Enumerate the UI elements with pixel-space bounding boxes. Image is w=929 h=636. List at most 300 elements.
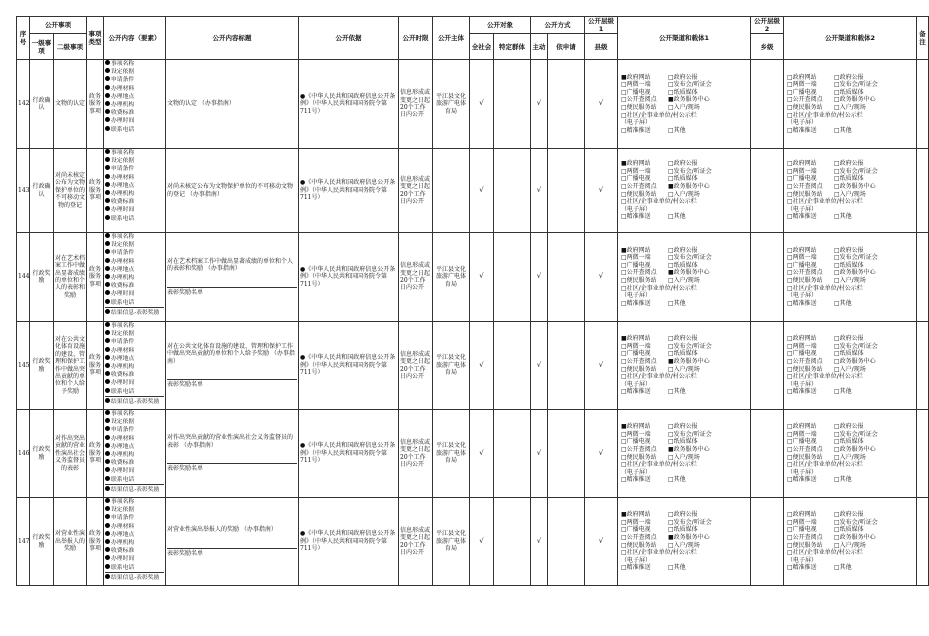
channel-option[interactable]: □发布会/听证会 bbox=[668, 254, 712, 262]
channel-option[interactable]: □便民服务站 bbox=[621, 541, 657, 549]
element-label: 办理材料 bbox=[111, 523, 135, 530]
channel-option[interactable]: □政府网站 bbox=[787, 246, 817, 254]
check-on-request bbox=[548, 410, 585, 498]
element-label: 办理材料 bbox=[111, 347, 135, 354]
channel-option[interactable]: □发布会/听证会 bbox=[668, 167, 712, 175]
channel-option[interactable]: □两微一端 bbox=[621, 430, 651, 438]
channel-option[interactable]: □其他 bbox=[834, 299, 852, 307]
channel-line bbox=[787, 335, 915, 343]
channel-option[interactable]: □其他 bbox=[834, 388, 852, 396]
element-item bbox=[105, 85, 164, 93]
bullet-icon bbox=[105, 426, 110, 431]
channel-option[interactable]: □政府公报 bbox=[668, 160, 698, 168]
channel-option[interactable]: □公开查阅点 bbox=[787, 269, 823, 277]
channel-option[interactable]: □公开查阅点 bbox=[787, 96, 823, 104]
channel-option[interactable]: □社区/企事业单位/村公示栏 bbox=[787, 284, 863, 292]
channel-option[interactable]: □纸质媒体 bbox=[668, 350, 698, 358]
element-item bbox=[105, 126, 164, 134]
channel-option[interactable]: □精准推送 bbox=[621, 476, 651, 484]
channel-option[interactable]: □纸质媒体 bbox=[668, 438, 698, 446]
channel-option[interactable]: □入户/现场 bbox=[668, 453, 700, 461]
channel-line bbox=[787, 277, 915, 285]
bullet-icon bbox=[105, 398, 110, 403]
channel-option[interactable]: □两微一端 bbox=[621, 81, 651, 89]
channel-option[interactable]: □其他 bbox=[834, 213, 852, 221]
channel-option[interactable]: □便民服务站 bbox=[787, 190, 823, 198]
channel-option[interactable]: □公开查阅点 bbox=[621, 96, 657, 104]
channel-option[interactable]: ■政府网站 bbox=[621, 73, 651, 81]
element-item bbox=[105, 426, 164, 434]
channel-line bbox=[621, 526, 749, 534]
channel-line bbox=[787, 476, 915, 484]
table-row bbox=[17, 410, 929, 498]
channel-list bbox=[618, 322, 751, 410]
channel-option[interactable]: □精准推送 bbox=[621, 126, 651, 134]
disclosure-basis: ●《中华人民共和国政府信息公开条例》（中华人民共和国国务院令第711号） bbox=[299, 233, 399, 322]
remark bbox=[917, 60, 929, 149]
header-title: 公开内容标题 bbox=[166, 17, 299, 60]
channel-list bbox=[784, 233, 917, 322]
element-item bbox=[105, 233, 164, 241]
channel-option[interactable]: □纸质媒体 bbox=[668, 175, 698, 183]
channel-option[interactable]: ■政务服务中心 bbox=[668, 445, 710, 453]
channel-option[interactable]: □入户/现场 bbox=[834, 453, 866, 461]
channel-line bbox=[621, 119, 749, 127]
channel-line bbox=[621, 423, 749, 431]
channel-option[interactable]: □便民服务站 bbox=[787, 541, 823, 549]
channel-option[interactable]: □精准推送 bbox=[621, 564, 651, 572]
row-number: 144 bbox=[17, 233, 30, 322]
disclosure-time: 信息形成或变更之日起20个工作日内公开 bbox=[399, 60, 433, 149]
channel-option[interactable]: □纸质媒体 bbox=[834, 261, 864, 269]
channel-option[interactable]: ■政府网站 bbox=[621, 160, 651, 168]
bullet-icon bbox=[105, 523, 110, 528]
channel-option[interactable]: ■政府网站 bbox=[621, 511, 651, 519]
check-county: √ bbox=[585, 149, 618, 233]
channel-option[interactable]: □便民服务站 bbox=[621, 453, 657, 461]
level1-matter: 行政确认 bbox=[30, 60, 54, 149]
channel-option[interactable]: □政府公报 bbox=[834, 246, 864, 254]
header-township: 乡级 bbox=[751, 34, 784, 60]
check-specific bbox=[494, 60, 531, 149]
channel-option[interactable]: □发布会/听证会 bbox=[668, 518, 712, 526]
channel-option[interactable]: □两微一端 bbox=[787, 342, 817, 350]
element-item bbox=[105, 531, 164, 539]
channel-line bbox=[787, 127, 915, 135]
channel-option[interactable]: □公开查阅点 bbox=[621, 182, 657, 190]
channel-option[interactable]: ■政务服务中心 bbox=[668, 533, 710, 541]
channel-option[interactable]: □社区/企事业单位/村公示栏 bbox=[787, 373, 863, 381]
level1-matter: 行政奖励 bbox=[30, 322, 54, 410]
channel-option[interactable]: □广播电视 bbox=[621, 526, 651, 534]
channel-option[interactable]: □入户/现场 bbox=[834, 365, 866, 373]
channel-option[interactable]: （电子屏） bbox=[787, 292, 818, 300]
channel-option[interactable]: □两微一端 bbox=[621, 342, 651, 350]
element-item bbox=[105, 539, 164, 547]
channel-option[interactable]: □社区/企事业单位/村公示栏 bbox=[621, 373, 697, 381]
channel-option[interactable]: □两微一端 bbox=[787, 81, 817, 89]
element-item bbox=[105, 182, 164, 190]
element-item bbox=[105, 322, 164, 330]
element-item bbox=[105, 379, 164, 387]
channel-option[interactable]: □精准推送 bbox=[621, 388, 651, 396]
element-item bbox=[105, 355, 164, 363]
check-on-request bbox=[548, 498, 585, 586]
channel-option[interactable]: ■政务服务中心 bbox=[668, 269, 710, 277]
check-township bbox=[751, 233, 784, 322]
channel-option[interactable]: □政府网站 bbox=[787, 511, 817, 519]
channel-option[interactable]: □精准推送 bbox=[787, 388, 817, 396]
element-label: 办理时间 bbox=[111, 207, 135, 214]
channel-option[interactable]: □其他 bbox=[668, 476, 686, 484]
channel-option[interactable]: □两微一端 bbox=[621, 518, 651, 526]
channel-option[interactable]: □纸质媒体 bbox=[668, 261, 698, 269]
channel-option[interactable]: □公开查阅点 bbox=[787, 357, 823, 365]
channel-option[interactable]: ■政务服务中心 bbox=[668, 182, 710, 190]
element-item bbox=[105, 190, 164, 198]
element-label: 设定依据 bbox=[111, 158, 135, 165]
element-item bbox=[105, 459, 164, 467]
channel-option[interactable]: □广播电视 bbox=[787, 526, 817, 534]
channel-option[interactable]: □发布会/听证会 bbox=[668, 342, 712, 350]
channel-option[interactable]: □便民服务站 bbox=[787, 104, 823, 111]
header-method: 公开方式 bbox=[531, 17, 585, 34]
channel-option[interactable]: □政务服务中心 bbox=[834, 445, 876, 453]
element-label: 办理地点 bbox=[111, 93, 135, 100]
content-title bbox=[166, 149, 299, 233]
channel-option[interactable]: □其他 bbox=[668, 126, 686, 134]
level1-matter: 行政奖励 bbox=[30, 498, 54, 586]
channel-option[interactable]: □公开查阅点 bbox=[621, 357, 657, 365]
channel-option[interactable]: □入户/现场 bbox=[668, 277, 700, 284]
channel-line bbox=[787, 534, 915, 542]
channel-option[interactable]: □社区/企事业单位/村公示栏 bbox=[787, 461, 863, 469]
bullet-icon bbox=[105, 299, 110, 304]
channel-option[interactable]: □广播电视 bbox=[787, 261, 817, 269]
channel-option[interactable]: □纸质媒体 bbox=[834, 350, 864, 358]
channel-option[interactable]: ■政府网站 bbox=[621, 246, 651, 254]
channel-line bbox=[787, 191, 915, 199]
channel-list bbox=[784, 410, 917, 498]
channel-option[interactable]: □公开查阅点 bbox=[787, 445, 823, 453]
channel-line bbox=[787, 564, 915, 572]
channel-option[interactable]: □两微一端 bbox=[787, 430, 817, 438]
channel-option[interactable]: □政府公报 bbox=[668, 246, 698, 254]
channel-option[interactable]: □发布会/听证会 bbox=[834, 518, 878, 526]
channel-option[interactable]: □便民服务站 bbox=[787, 365, 823, 373]
element-label: 申请条件 bbox=[111, 515, 135, 522]
element-label: 办理地点 bbox=[111, 355, 135, 362]
channel-option[interactable]: □公开查阅点 bbox=[621, 533, 657, 541]
channel-option[interactable]: □纸质媒体 bbox=[834, 88, 864, 96]
row-number: 143 bbox=[17, 149, 30, 233]
channel-option[interactable]: ■政府网站 bbox=[621, 335, 651, 343]
channel-option[interactable]: □政府公报 bbox=[668, 511, 698, 519]
channel-option[interactable]: □广播电视 bbox=[621, 175, 651, 183]
channel-option[interactable]: □精准推送 bbox=[787, 213, 817, 221]
channel-option[interactable]: □精准推送 bbox=[621, 213, 651, 221]
element-label: 联系电话 bbox=[111, 215, 135, 222]
channel-option[interactable]: □纸质媒体 bbox=[668, 88, 698, 96]
channel-option[interactable]: □发布会/听证会 bbox=[834, 167, 878, 175]
check-specific bbox=[494, 498, 531, 586]
element-label: 办理材料 bbox=[111, 174, 135, 181]
channel-option[interactable]: □便民服务站 bbox=[621, 365, 657, 373]
element-label: 事项名称 bbox=[111, 150, 135, 156]
channel-option[interactable]: □精准推送 bbox=[621, 299, 651, 307]
channel-option[interactable]: □其他 bbox=[834, 564, 852, 572]
channel-option[interactable]: □政务服务中心 bbox=[834, 96, 876, 104]
check-specific bbox=[494, 233, 531, 322]
channel-option[interactable]: □政务服务中心 bbox=[834, 357, 876, 365]
element-label: 办理时间 bbox=[111, 118, 135, 125]
channel-option[interactable]: ■政务服务中心 bbox=[668, 357, 710, 365]
channel-option[interactable]: □广播电视 bbox=[787, 88, 817, 96]
channel-option[interactable]: □政府网站 bbox=[787, 160, 817, 168]
channel-option[interactable]: □发布会/听证会 bbox=[668, 81, 712, 89]
channel-option[interactable]: □其他 bbox=[834, 126, 852, 134]
channel-option[interactable]: （电子屏） bbox=[621, 556, 652, 564]
content-title-main: 对营业性演出举报人的奖励 （办事指南） bbox=[167, 526, 277, 534]
channel-option[interactable]: □政府公报 bbox=[668, 335, 698, 343]
channel-option[interactable]: （电子屏） bbox=[621, 292, 652, 300]
channel-line bbox=[621, 366, 749, 374]
channel-option[interactable]: ■政务服务中心 bbox=[668, 96, 710, 104]
channel-option[interactable]: □政府公报 bbox=[668, 423, 698, 431]
content-title-main: 对尚未核定公布为文物保护单位的不可移动文物的登记 （办事指南） bbox=[167, 183, 294, 198]
element-item bbox=[105, 371, 164, 379]
bullet-icon bbox=[105, 443, 110, 448]
channel-option[interactable]: □入户/现场 bbox=[834, 104, 866, 111]
channel-line bbox=[621, 549, 749, 557]
bullet-icon bbox=[105, 322, 110, 327]
element-label: 申请条件 bbox=[111, 77, 135, 84]
channel-option[interactable]: □广播电视 bbox=[621, 261, 651, 269]
channel-line bbox=[621, 350, 749, 358]
channel-option[interactable]: □入户/现场 bbox=[668, 541, 700, 549]
check-active: √ bbox=[531, 60, 548, 149]
channel-option[interactable]: （电子屏） bbox=[621, 119, 652, 127]
channel-option[interactable]: □公开查阅点 bbox=[787, 533, 823, 541]
channel-option[interactable]: □政府网站 bbox=[787, 335, 817, 343]
element-item bbox=[105, 514, 164, 522]
element-item bbox=[105, 467, 164, 475]
channel-option[interactable]: □其他 bbox=[668, 388, 686, 396]
channel-option[interactable]: □广播电视 bbox=[621, 88, 651, 96]
element-label: 办理地点 bbox=[111, 266, 135, 273]
matter-type: 政务服务事项 bbox=[87, 233, 104, 322]
channel-option[interactable]: □入户/现场 bbox=[668, 190, 700, 198]
channel-option[interactable]: □便民服务站 bbox=[621, 104, 657, 111]
header-elements: 公开内容（要素） bbox=[104, 17, 166, 60]
channel-option[interactable]: □政府公报 bbox=[834, 160, 864, 168]
channel-line bbox=[787, 454, 915, 462]
channel-option[interactable]: □社区/企事业单位/村公示栏 bbox=[621, 461, 697, 469]
channel-option[interactable]: □纸质媒体 bbox=[834, 438, 864, 446]
element-label: 收费标准 bbox=[111, 460, 135, 467]
element-label: 办理时间 bbox=[111, 468, 135, 475]
channel-option[interactable]: □广播电视 bbox=[621, 438, 651, 446]
level2-matter: 对在公共文化体育设施的建设、管理和保护工作中做出突出贡献的单位和个人给予奖励 bbox=[54, 322, 87, 410]
channel-option[interactable]: □政务服务中心 bbox=[834, 533, 876, 541]
channel-line bbox=[787, 423, 915, 431]
channel-option[interactable]: □发布会/听证会 bbox=[834, 430, 878, 438]
channel-option[interactable]: （电子屏） bbox=[621, 380, 652, 388]
channel-option[interactable]: □入户/现场 bbox=[834, 541, 866, 549]
element-item bbox=[105, 117, 164, 125]
channel-option[interactable]: □便民服务站 bbox=[787, 277, 823, 284]
element-item bbox=[105, 101, 164, 109]
channel-option[interactable]: □社区/企事业单位/村公示栏 bbox=[621, 198, 697, 206]
level1-matter: 行政确认 bbox=[30, 149, 54, 233]
channel-option[interactable]: □政府公报 bbox=[668, 73, 698, 81]
channel-option[interactable]: （电子屏） bbox=[787, 119, 818, 127]
channel-line bbox=[621, 454, 749, 462]
check-active: √ bbox=[531, 322, 548, 410]
channel-option[interactable]: □纸质媒体 bbox=[834, 526, 864, 534]
bullet-icon bbox=[105, 126, 110, 131]
channel-option[interactable]: □公开查阅点 bbox=[621, 269, 657, 277]
channel-option[interactable]: □发布会/听证会 bbox=[834, 342, 878, 350]
channel-line bbox=[621, 183, 749, 191]
channel-line bbox=[621, 438, 749, 446]
disclosure-basis: ●《中华人民共和国政府信息公开条例》（中华人民共和国国务院令第711号） bbox=[299, 322, 399, 410]
channel-option[interactable]: □社区/企事业单位/村公示栏 bbox=[787, 198, 863, 206]
channel-option[interactable]: （电子屏） bbox=[621, 205, 652, 213]
channel-option[interactable]: □政府公报 bbox=[834, 335, 864, 343]
channel-option[interactable]: □政府网站 bbox=[787, 423, 817, 431]
channel-option[interactable]: □两微一端 bbox=[787, 518, 817, 526]
bullet-icon bbox=[105, 101, 110, 106]
channel-option[interactable]: □其他 bbox=[668, 213, 686, 221]
channel-line bbox=[787, 511, 915, 519]
channel-line bbox=[621, 191, 749, 199]
check-active: √ bbox=[531, 410, 548, 498]
channel-option[interactable]: □精准推送 bbox=[787, 476, 817, 484]
channel-option[interactable]: □社区/企事业单位/村公示栏 bbox=[621, 549, 697, 557]
channel-option[interactable]: □广播电视 bbox=[621, 350, 651, 358]
channel-option[interactable]: （电子屏） bbox=[787, 205, 818, 213]
channel-line bbox=[787, 269, 915, 277]
channel-option[interactable]: □政务服务中心 bbox=[834, 182, 876, 190]
element-item bbox=[105, 410, 164, 418]
element-list bbox=[104, 149, 166, 233]
channel-list bbox=[618, 60, 751, 149]
channel-option[interactable]: □两微一端 bbox=[621, 167, 651, 175]
channel-option[interactable]: □公开查阅点 bbox=[621, 445, 657, 453]
channel-option[interactable]: □政府公报 bbox=[834, 511, 864, 519]
channel-line bbox=[621, 269, 749, 277]
channel-option[interactable]: □两微一端 bbox=[787, 254, 817, 262]
channel-list bbox=[784, 322, 917, 410]
element-item bbox=[105, 363, 164, 371]
element-label: 收费标准 bbox=[111, 110, 135, 117]
channel-option[interactable]: □政务服务中心 bbox=[834, 269, 876, 277]
channel-line bbox=[621, 300, 749, 308]
channel-option[interactable]: □精准推送 bbox=[787, 564, 817, 572]
channel-option[interactable]: □便民服务站 bbox=[621, 190, 657, 198]
channel-option[interactable]: □纸质媒体 bbox=[668, 526, 698, 534]
channel-option[interactable]: □两微一端 bbox=[621, 254, 651, 262]
channel-option[interactable]: □政府网站 bbox=[787, 73, 817, 81]
check-all-society: √ bbox=[470, 149, 494, 233]
channel-option[interactable]: □广播电视 bbox=[787, 350, 817, 358]
channel-option[interactable]: □精准推送 bbox=[787, 126, 817, 134]
channel-option[interactable]: □发布会/听证会 bbox=[834, 254, 878, 262]
channel-option[interactable]: □社区/企事业单位/村公示栏 bbox=[787, 549, 863, 557]
element-item bbox=[105, 330, 164, 338]
row-number: 142 bbox=[17, 60, 30, 149]
channel-option[interactable]: □便民服务站 bbox=[787, 453, 823, 461]
channel-option[interactable]: □政府公报 bbox=[834, 73, 864, 81]
element-item bbox=[105, 274, 164, 282]
bullet-icon bbox=[105, 564, 110, 569]
channel-option[interactable]: □公开查阅点 bbox=[787, 182, 823, 190]
channel-option[interactable]: （电子屏） bbox=[621, 468, 652, 476]
bullet-icon bbox=[105, 282, 110, 287]
channel-option[interactable]: （电子屏） bbox=[787, 556, 818, 564]
bullet-icon bbox=[105, 363, 110, 368]
check-township bbox=[751, 410, 784, 498]
element-label: 设定依据 bbox=[111, 242, 135, 249]
channel-option[interactable]: □精准推送 bbox=[787, 299, 817, 307]
channel-option[interactable]: □广播电视 bbox=[787, 438, 817, 446]
element-item bbox=[105, 258, 164, 266]
channel-option[interactable]: □入户/现场 bbox=[834, 277, 866, 284]
channel-option[interactable]: □入户/现场 bbox=[668, 365, 700, 373]
channel-option[interactable]: （电子屏） bbox=[787, 468, 818, 476]
bullet-icon bbox=[105, 290, 110, 295]
level2-matter: 对在艺术档案工作中做出显著成绩的单位和个人的表彰和奖励 bbox=[54, 233, 87, 322]
channel-option[interactable]: □入户/现场 bbox=[834, 190, 866, 198]
bullet-icon bbox=[105, 157, 110, 162]
element-label: 收费标准 bbox=[111, 548, 135, 555]
channel-list bbox=[618, 149, 751, 233]
channel-option[interactable]: □纸质媒体 bbox=[834, 175, 864, 183]
channel-option[interactable]: □其他 bbox=[668, 299, 686, 307]
channel-option[interactable]: □其他 bbox=[668, 564, 686, 572]
bullet-icon bbox=[105, 531, 110, 536]
bullet-icon bbox=[105, 498, 110, 503]
channel-option[interactable]: □社区/企事业单位/村公示栏 bbox=[787, 111, 863, 119]
channel-option[interactable]: □广播电视 bbox=[787, 175, 817, 183]
channel-option[interactable]: □发布会/听证会 bbox=[668, 430, 712, 438]
channel-option[interactable]: □两微一端 bbox=[787, 167, 817, 175]
channel-option[interactable]: □社区/企事业单位/村公示栏 bbox=[621, 284, 697, 292]
bullet-icon bbox=[105, 68, 110, 73]
bullet-icon bbox=[105, 76, 110, 81]
channel-line bbox=[621, 213, 749, 221]
level2-matter: 对营业性演出举报人的奖励 bbox=[54, 498, 87, 586]
channel-option[interactable]: □入户/现场 bbox=[668, 104, 700, 111]
disclosure-time: 信息形成或变更之日起20个工作日内公开 bbox=[399, 233, 433, 322]
element-label: 申请条件 bbox=[111, 166, 135, 173]
channel-option[interactable]: □政府公报 bbox=[834, 423, 864, 431]
element-item bbox=[105, 282, 164, 290]
channel-option[interactable]: □其他 bbox=[834, 476, 852, 484]
channel-option[interactable]: □便民服务站 bbox=[621, 277, 657, 284]
channel-option[interactable]: ■政府网站 bbox=[621, 423, 651, 431]
channel-option[interactable]: □发布会/听证会 bbox=[834, 81, 878, 89]
element-label: 事项名称 bbox=[111, 499, 135, 505]
bullet-icon bbox=[105, 506, 110, 511]
element-label: 结果信息-表彰奖励 bbox=[111, 486, 160, 493]
disclosure-subject: 平江县文化旅游广电体育局 bbox=[433, 233, 470, 322]
channel-option[interactable]: （电子屏） bbox=[787, 380, 818, 388]
element-item bbox=[105, 451, 164, 459]
channel-option[interactable]: □社区/企事业单位/村公示栏 bbox=[621, 111, 697, 119]
element-label: 结果信息-表彰奖励 bbox=[111, 574, 160, 581]
